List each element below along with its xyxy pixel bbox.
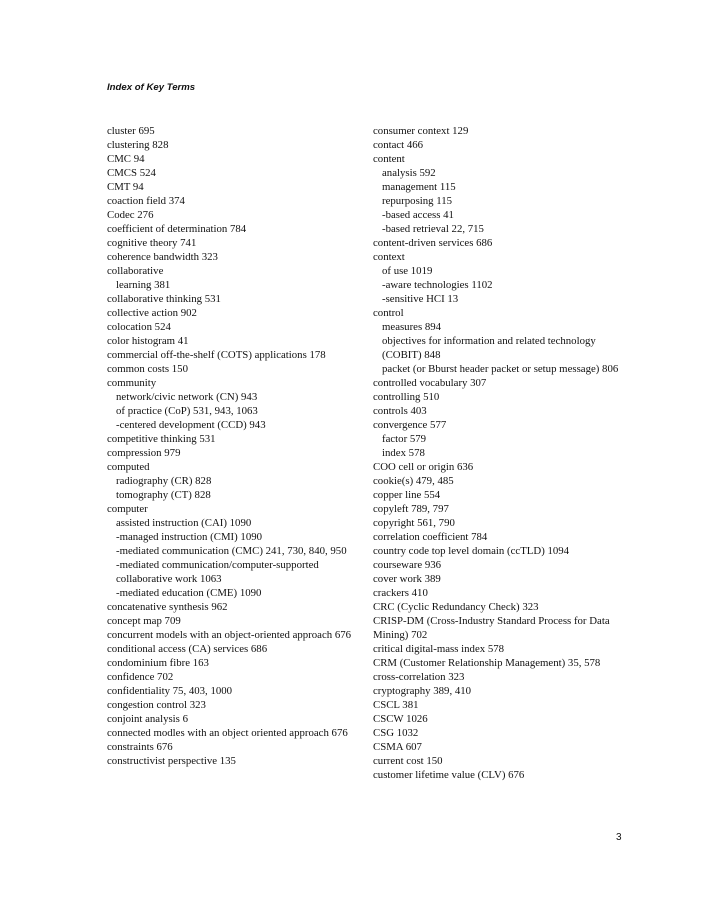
- index-entry: collective action 902: [107, 307, 197, 319]
- index-entry: collaborative thinking 531: [107, 293, 221, 305]
- index-entry: CSMA 607: [373, 741, 422, 753]
- index-entry: CSG 1032: [373, 727, 419, 739]
- index-subentry: learning 381: [116, 279, 171, 291]
- index-entry: convergence 577: [373, 419, 447, 431]
- index-entry: copper line 554: [373, 489, 441, 501]
- index-subentry: of practice (CoP) 531, 943, 1063: [116, 405, 258, 417]
- index-entry: concatenative synthesis 962: [107, 601, 228, 613]
- index-subentry: repurposing 115: [382, 195, 453, 207]
- index-entry: conditional access (CA) services 686: [107, 643, 268, 655]
- index-entry: consumer context 129: [373, 125, 469, 137]
- index-subentry: -sensitive HCI 13: [382, 293, 459, 305]
- index-subentry: tomography (CT) 828: [116, 489, 211, 501]
- index-entry: context: [373, 251, 405, 263]
- index-entry: computed: [107, 461, 150, 473]
- index-entry: CSCL 381: [373, 699, 419, 711]
- index-entry: cognitive theory 741: [107, 237, 197, 249]
- index-subentry: -mediated communication/computer-supported collaborative work 1063: [116, 559, 319, 585]
- index-subentry: index 578: [382, 447, 425, 459]
- index-entry: crackers 410: [373, 587, 428, 599]
- index-entry: condominium fibre 163: [107, 657, 209, 669]
- index-subentry: objectives for information and related technology (COBIT) 848: [382, 335, 596, 361]
- index-entry: courseware 936: [373, 559, 442, 571]
- index-entry: copyright 561, 790: [373, 517, 455, 529]
- index-entry: color histogram 41: [107, 335, 189, 347]
- index-entry: concept map 709: [107, 615, 181, 627]
- index-subentry: -based access 41: [382, 209, 454, 221]
- index-entry: coaction field 374: [107, 195, 185, 207]
- index-entry: critical digital-mass index 578: [373, 643, 505, 655]
- index-entry: cover work 389: [373, 573, 441, 585]
- index-entry: country code top level domain (ccTLD) 1094: [373, 545, 570, 557]
- index-entry: CRC (Cyclic Redundancy Check) 323: [373, 601, 539, 613]
- index-entry: content: [373, 153, 405, 165]
- index-entry: cookie(s) 479, 485: [373, 475, 454, 487]
- index-entry: compression 979: [107, 447, 181, 459]
- index-subentry: network/civic network (CN) 943: [116, 391, 258, 403]
- page-number: 3: [616, 832, 622, 843]
- index-entry: controls 403: [373, 405, 427, 417]
- index-entry: CMCS 524: [107, 167, 156, 179]
- index-entry: constraints 676: [107, 741, 173, 753]
- index-subentry: -mediated education (CME) 1090: [116, 587, 262, 599]
- index-subentry: radiography (CR) 828: [116, 475, 212, 487]
- index-entry: conjoint analysis 6: [107, 713, 188, 725]
- index-entry: CMT 94: [107, 181, 144, 193]
- index-entry: controlled vocabulary 307: [373, 377, 487, 389]
- index-entry: congestion control 323: [107, 699, 206, 711]
- index-subentry: -mediated communication (CMC) 241, 730, 840, 950: [116, 545, 347, 557]
- index-entry: controlling 510: [373, 391, 440, 403]
- index-entry: Codec 276: [107, 209, 154, 221]
- index-column-right: [373, 124, 625, 782]
- index-entry: computer: [107, 503, 148, 515]
- index-entry: constructivist perspective 135: [107, 755, 236, 767]
- index-subentry: -aware technologies 1102: [382, 279, 493, 291]
- index-entry: connected modles with an object oriented approach 676: [107, 727, 348, 739]
- index-entry: coefficient of determination 784: [107, 223, 247, 235]
- index-column-left: [107, 124, 353, 768]
- running-header: Index of Key Terms: [107, 82, 196, 93]
- index-subentry: packet (or Bburst header packet or setup message) 806: [382, 363, 619, 375]
- index-entry: colocation 524: [107, 321, 171, 333]
- index-subentry: -based retrieval 22, 715: [382, 223, 484, 235]
- index-entry: community: [107, 377, 157, 389]
- index-entry: clustering 828: [107, 139, 169, 151]
- index-subentry: management 115: [382, 181, 456, 193]
- index-entry: cryptography 389, 410: [373, 685, 472, 697]
- index-entry: content-driven services 686: [373, 237, 493, 249]
- index-entry: commercial off-the-shelf (COTS) applications 178: [107, 349, 326, 361]
- index-subentry: factor 579: [382, 433, 427, 445]
- index-entry: collaborative: [107, 265, 164, 277]
- index-entry: customer lifetime value (CLV) 676: [373, 769, 525, 781]
- index-subentry: -managed instruction (CMI) 1090: [116, 531, 263, 543]
- index-entry: CMC 94: [107, 153, 145, 165]
- index-entry: CRISP-DM (Cross-Industry Standard Process for Data Mining) 702: [373, 615, 610, 641]
- index-entry: control: [373, 307, 404, 319]
- index-subentry: assisted instruction (CAI) 1090: [116, 517, 252, 529]
- index-entry: cluster 695: [107, 125, 155, 137]
- index-entry: CRM (Customer Relationship Management) 35, 578: [373, 657, 601, 669]
- index-entry: current cost 150: [373, 755, 443, 767]
- index-entry: correlation coefficient 784: [373, 531, 488, 543]
- index-entry: contact 466: [373, 139, 424, 151]
- index-entry: concurrent models with an object-oriented approach 676: [107, 629, 352, 641]
- index-entry: cross-correlation 323: [373, 671, 465, 683]
- index-entry: coherence bandwidth 323: [107, 251, 218, 263]
- index-entry: confidence 702: [107, 671, 174, 683]
- index-entry: copyleft 789, 797: [373, 503, 449, 515]
- index-entry: common costs 150: [107, 363, 188, 375]
- index-subentry: of use 1019: [382, 265, 433, 277]
- index-subentry: analysis 592: [382, 167, 436, 179]
- index-subentry: measures 894: [382, 321, 442, 333]
- index-entry: COO cell or origin 636: [373, 461, 474, 473]
- index-entry: confidentiality 75, 403, 1000: [107, 685, 233, 697]
- index-subentry: -centered development (CCD) 943: [116, 419, 266, 431]
- index-entry: competitive thinking 531: [107, 433, 216, 445]
- index-entry: CSCW 1026: [373, 713, 428, 725]
